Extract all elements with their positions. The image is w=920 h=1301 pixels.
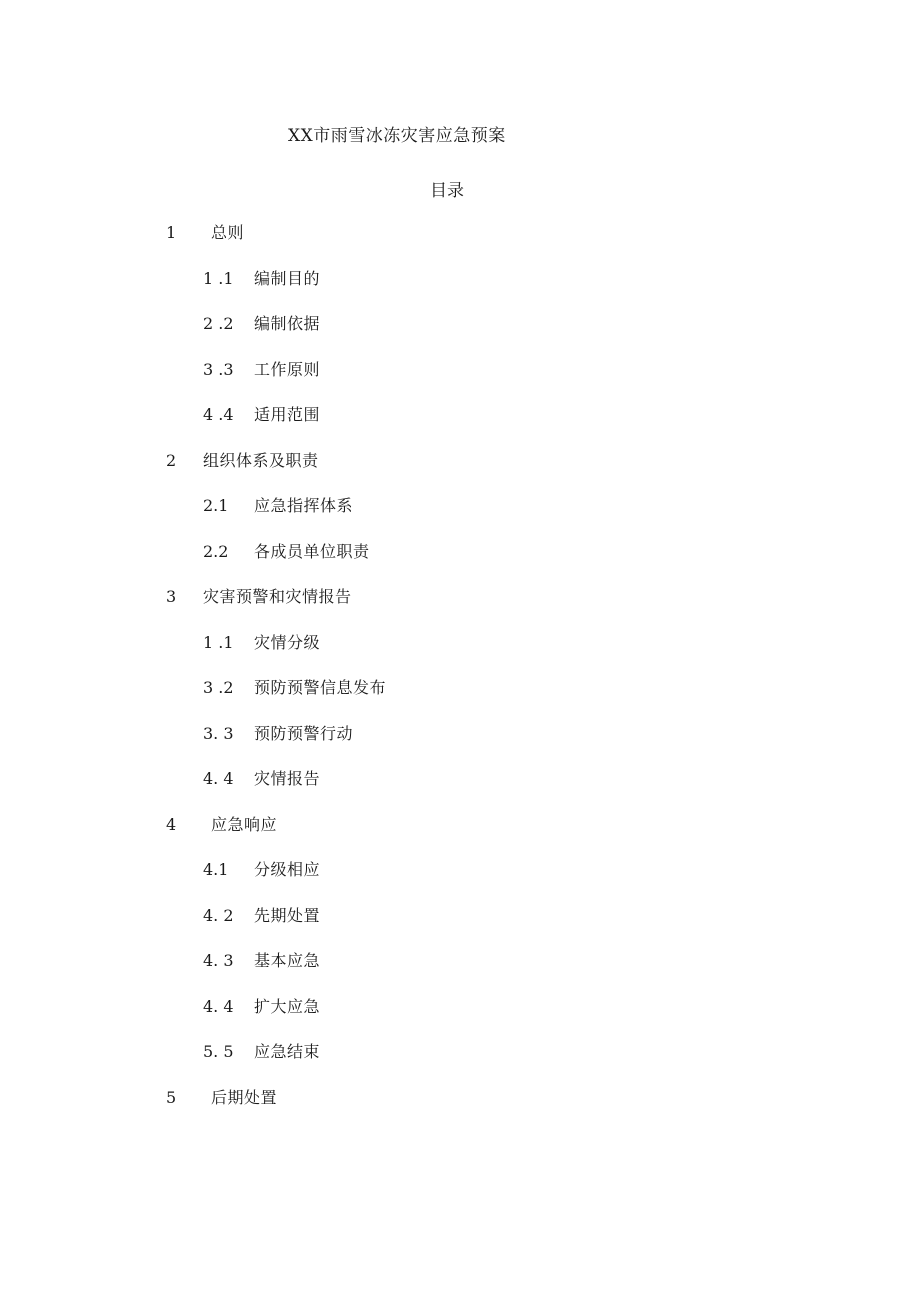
toc-heading: 目录 <box>430 181 464 201</box>
toc-title: 应急结束 <box>254 1042 321 1061</box>
toc-title: 灾情分级 <box>254 633 321 652</box>
toc-number: 5 <box>166 1088 177 1107</box>
toc-number: 4. 2 <box>203 906 234 925</box>
toc-number: 4. 3 <box>203 951 234 970</box>
toc-title: 灾害预警和灾情报告 <box>203 587 352 606</box>
toc-title: 预防预警行动 <box>254 724 354 743</box>
toc-number: 5. 5 <box>203 1042 234 1061</box>
toc-number: 4 <box>166 815 177 834</box>
toc-number: 2 <box>166 451 177 470</box>
toc-number: 2.2 <box>203 542 229 561</box>
toc-number: 1 .1 <box>203 633 234 652</box>
toc-number: 3 .2 <box>203 678 234 697</box>
toc-title: 先期处置 <box>254 906 321 925</box>
toc-number: 2.1 <box>203 496 229 515</box>
toc-title: 适用范围 <box>254 405 321 424</box>
toc-title: 编制依据 <box>254 314 321 333</box>
toc-number: 1 <box>166 223 177 242</box>
toc-title: 工作原则 <box>254 360 321 379</box>
toc-title: 应急响应 <box>211 815 278 834</box>
toc-number: 4.1 <box>203 860 229 879</box>
toc-title: 编制目的 <box>254 269 321 288</box>
toc-title: 预防预警信息发布 <box>254 678 387 697</box>
toc-number: 4. 4 <box>203 997 234 1016</box>
toc-number: 4 .4 <box>203 405 234 424</box>
toc-number: 2 .2 <box>203 314 234 333</box>
toc-title: 扩大应急 <box>254 997 321 1016</box>
toc-title: 各成员单位职责 <box>254 542 370 561</box>
toc-title: 应急指挥体系 <box>254 496 354 515</box>
toc-number: 3 <box>166 587 177 606</box>
toc-title: 基本应急 <box>254 951 321 970</box>
toc-number: 4. 4 <box>203 769 234 788</box>
toc-title: 总则 <box>211 223 245 242</box>
toc-number: 1 .1 <box>203 269 234 288</box>
toc-number: 3 .3 <box>203 360 234 379</box>
toc-title: 后期处置 <box>211 1088 278 1107</box>
toc-title: 灾情报告 <box>254 769 321 788</box>
toc-title: 组织体系及职责 <box>203 451 319 470</box>
toc-title: 分级相应 <box>254 860 321 879</box>
document-title: XX市雨雪冰冻灾害应急预案 <box>288 126 506 146</box>
toc-number: 3. 3 <box>203 724 234 743</box>
